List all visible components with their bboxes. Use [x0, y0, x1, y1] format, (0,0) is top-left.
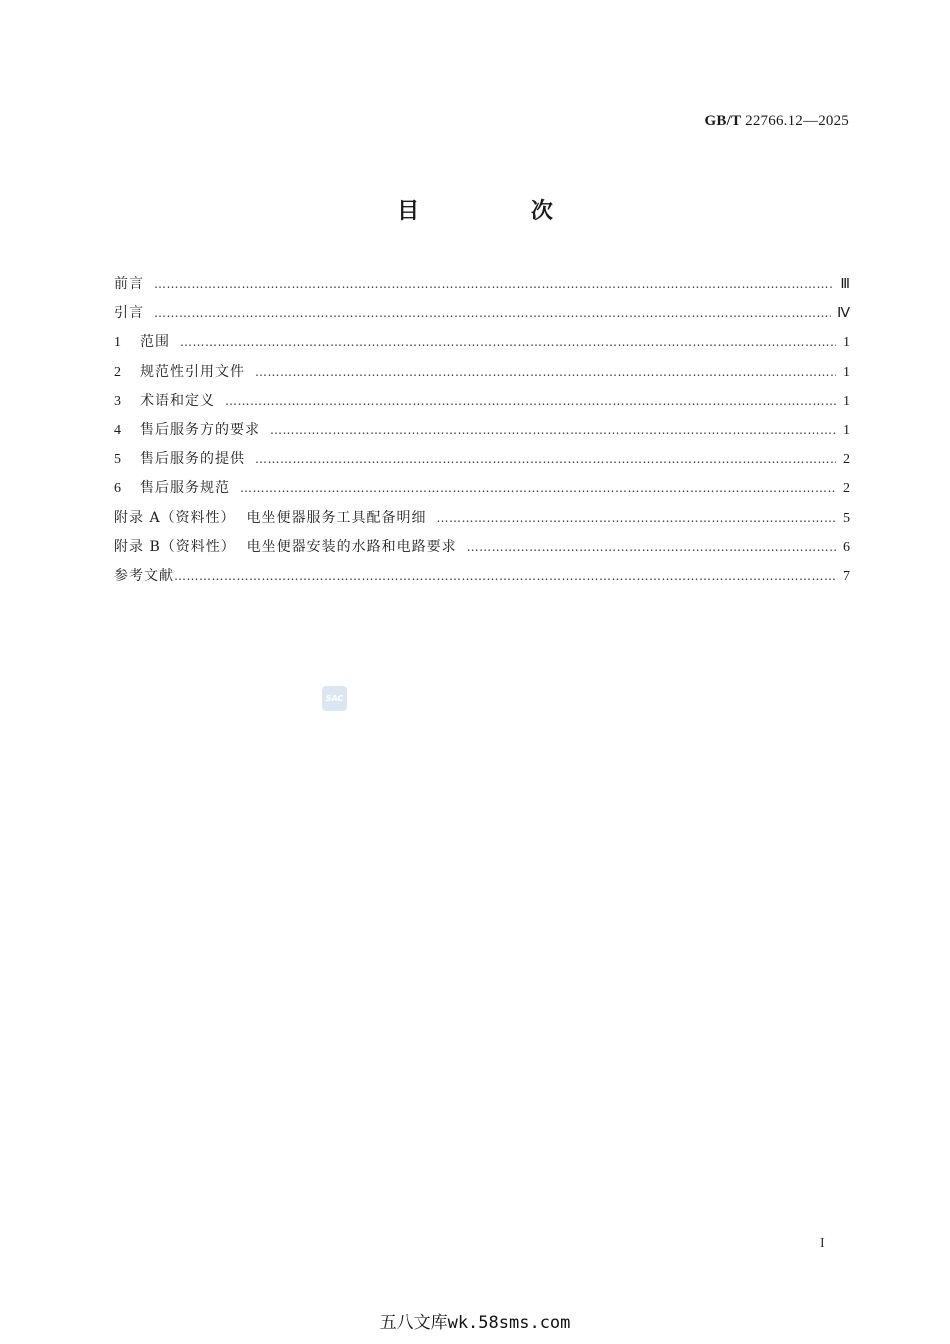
- toc-entry-number: 5: [114, 452, 121, 468]
- toc-entry-page: 1: [843, 422, 850, 438]
- toc-leader-dots: [225, 387, 836, 416]
- toc-title: 目 次: [397, 199, 605, 224]
- toc-entry-label: 规范性引用文件: [140, 363, 245, 380]
- toc-leader-dots: [436, 504, 836, 533]
- toc-leader-dots: [467, 533, 836, 562]
- toc-entry-page: Ⅲ: [840, 277, 850, 292]
- toc-leader-dots: [154, 270, 834, 299]
- toc-entry-page: 1: [843, 335, 850, 351]
- sac-watermark-logo: SAC: [322, 686, 347, 711]
- toc-entry-label: 附录 B（资料性） 电坐便器安装的水路和电路要求: [114, 538, 457, 555]
- toc-entry-page: 7: [843, 568, 850, 584]
- toc-entry-provider-requirements[interactable]: [114, 416, 850, 445]
- table-of-contents: [114, 270, 850, 591]
- toc-entry-page: 6: [843, 539, 850, 555]
- toc-entry-annex-b[interactable]: [114, 533, 850, 562]
- toc-entry-number: 2: [114, 364, 121, 380]
- toc-entry-normative-references[interactable]: [114, 358, 850, 387]
- toc-entry-number: 4: [114, 422, 121, 438]
- toc-leader-dots: [154, 299, 831, 328]
- toc-leader-dots: [270, 416, 836, 445]
- toc-entry-page: 1: [843, 364, 850, 380]
- toc-entry-label: 售后服务方的要求: [140, 421, 260, 438]
- toc-entry-page: 2: [843, 452, 850, 468]
- standard-number: 22766.12—2025: [745, 113, 849, 129]
- toc-entry-label: 售后服务规范: [140, 480, 230, 497]
- toc-entry-page: 5: [843, 510, 850, 526]
- toc-leader-dots: [174, 562, 836, 591]
- toc-entry-annex-a[interactable]: [114, 504, 850, 533]
- toc-entry-page: 1: [843, 393, 850, 409]
- toc-entry-label: 附录 A（资料性） 电坐便器服务工具配备明细: [114, 509, 427, 526]
- toc-entry-service-specification[interactable]: [114, 474, 850, 503]
- toc-entry-label: 售后服务的提供: [140, 451, 245, 468]
- standard-prefix: GB/T: [704, 113, 742, 129]
- toc-leader-dots: [255, 445, 836, 474]
- toc-entry-number: 3: [114, 393, 121, 409]
- toc-entry-page: Ⅳ: [837, 306, 850, 322]
- page-number: I: [820, 1236, 825, 1251]
- toc-entry-number: 6: [114, 481, 121, 497]
- toc-entry-number: 1: [114, 335, 121, 351]
- toc-entry-label: 引言: [114, 305, 144, 322]
- toc-entry-service-provision[interactable]: [114, 445, 850, 474]
- toc-leader-dots: [180, 328, 836, 357]
- standard-code: [705, 113, 849, 130]
- toc-entry-label: 范围: [140, 334, 170, 351]
- toc-entry-bibliography[interactable]: [114, 562, 850, 591]
- toc-entry-label: 术语和定义: [140, 392, 215, 409]
- toc-leader-dots: [255, 358, 836, 387]
- toc-entry-foreword[interactable]: [114, 270, 850, 299]
- toc-leader-dots: [240, 474, 836, 503]
- toc-entry-label: 前言: [114, 276, 144, 292]
- toc-entry-label: 参考文献: [114, 567, 174, 584]
- toc-entry-introduction[interactable]: [114, 299, 850, 328]
- toc-entry-terms-definitions[interactable]: [114, 387, 850, 416]
- site-footer-watermark: 五八文库wk.58sms.com: [379, 1313, 571, 1333]
- toc-entry-page: 2: [843, 481, 850, 497]
- toc-entry-scope[interactable]: [114, 328, 850, 357]
